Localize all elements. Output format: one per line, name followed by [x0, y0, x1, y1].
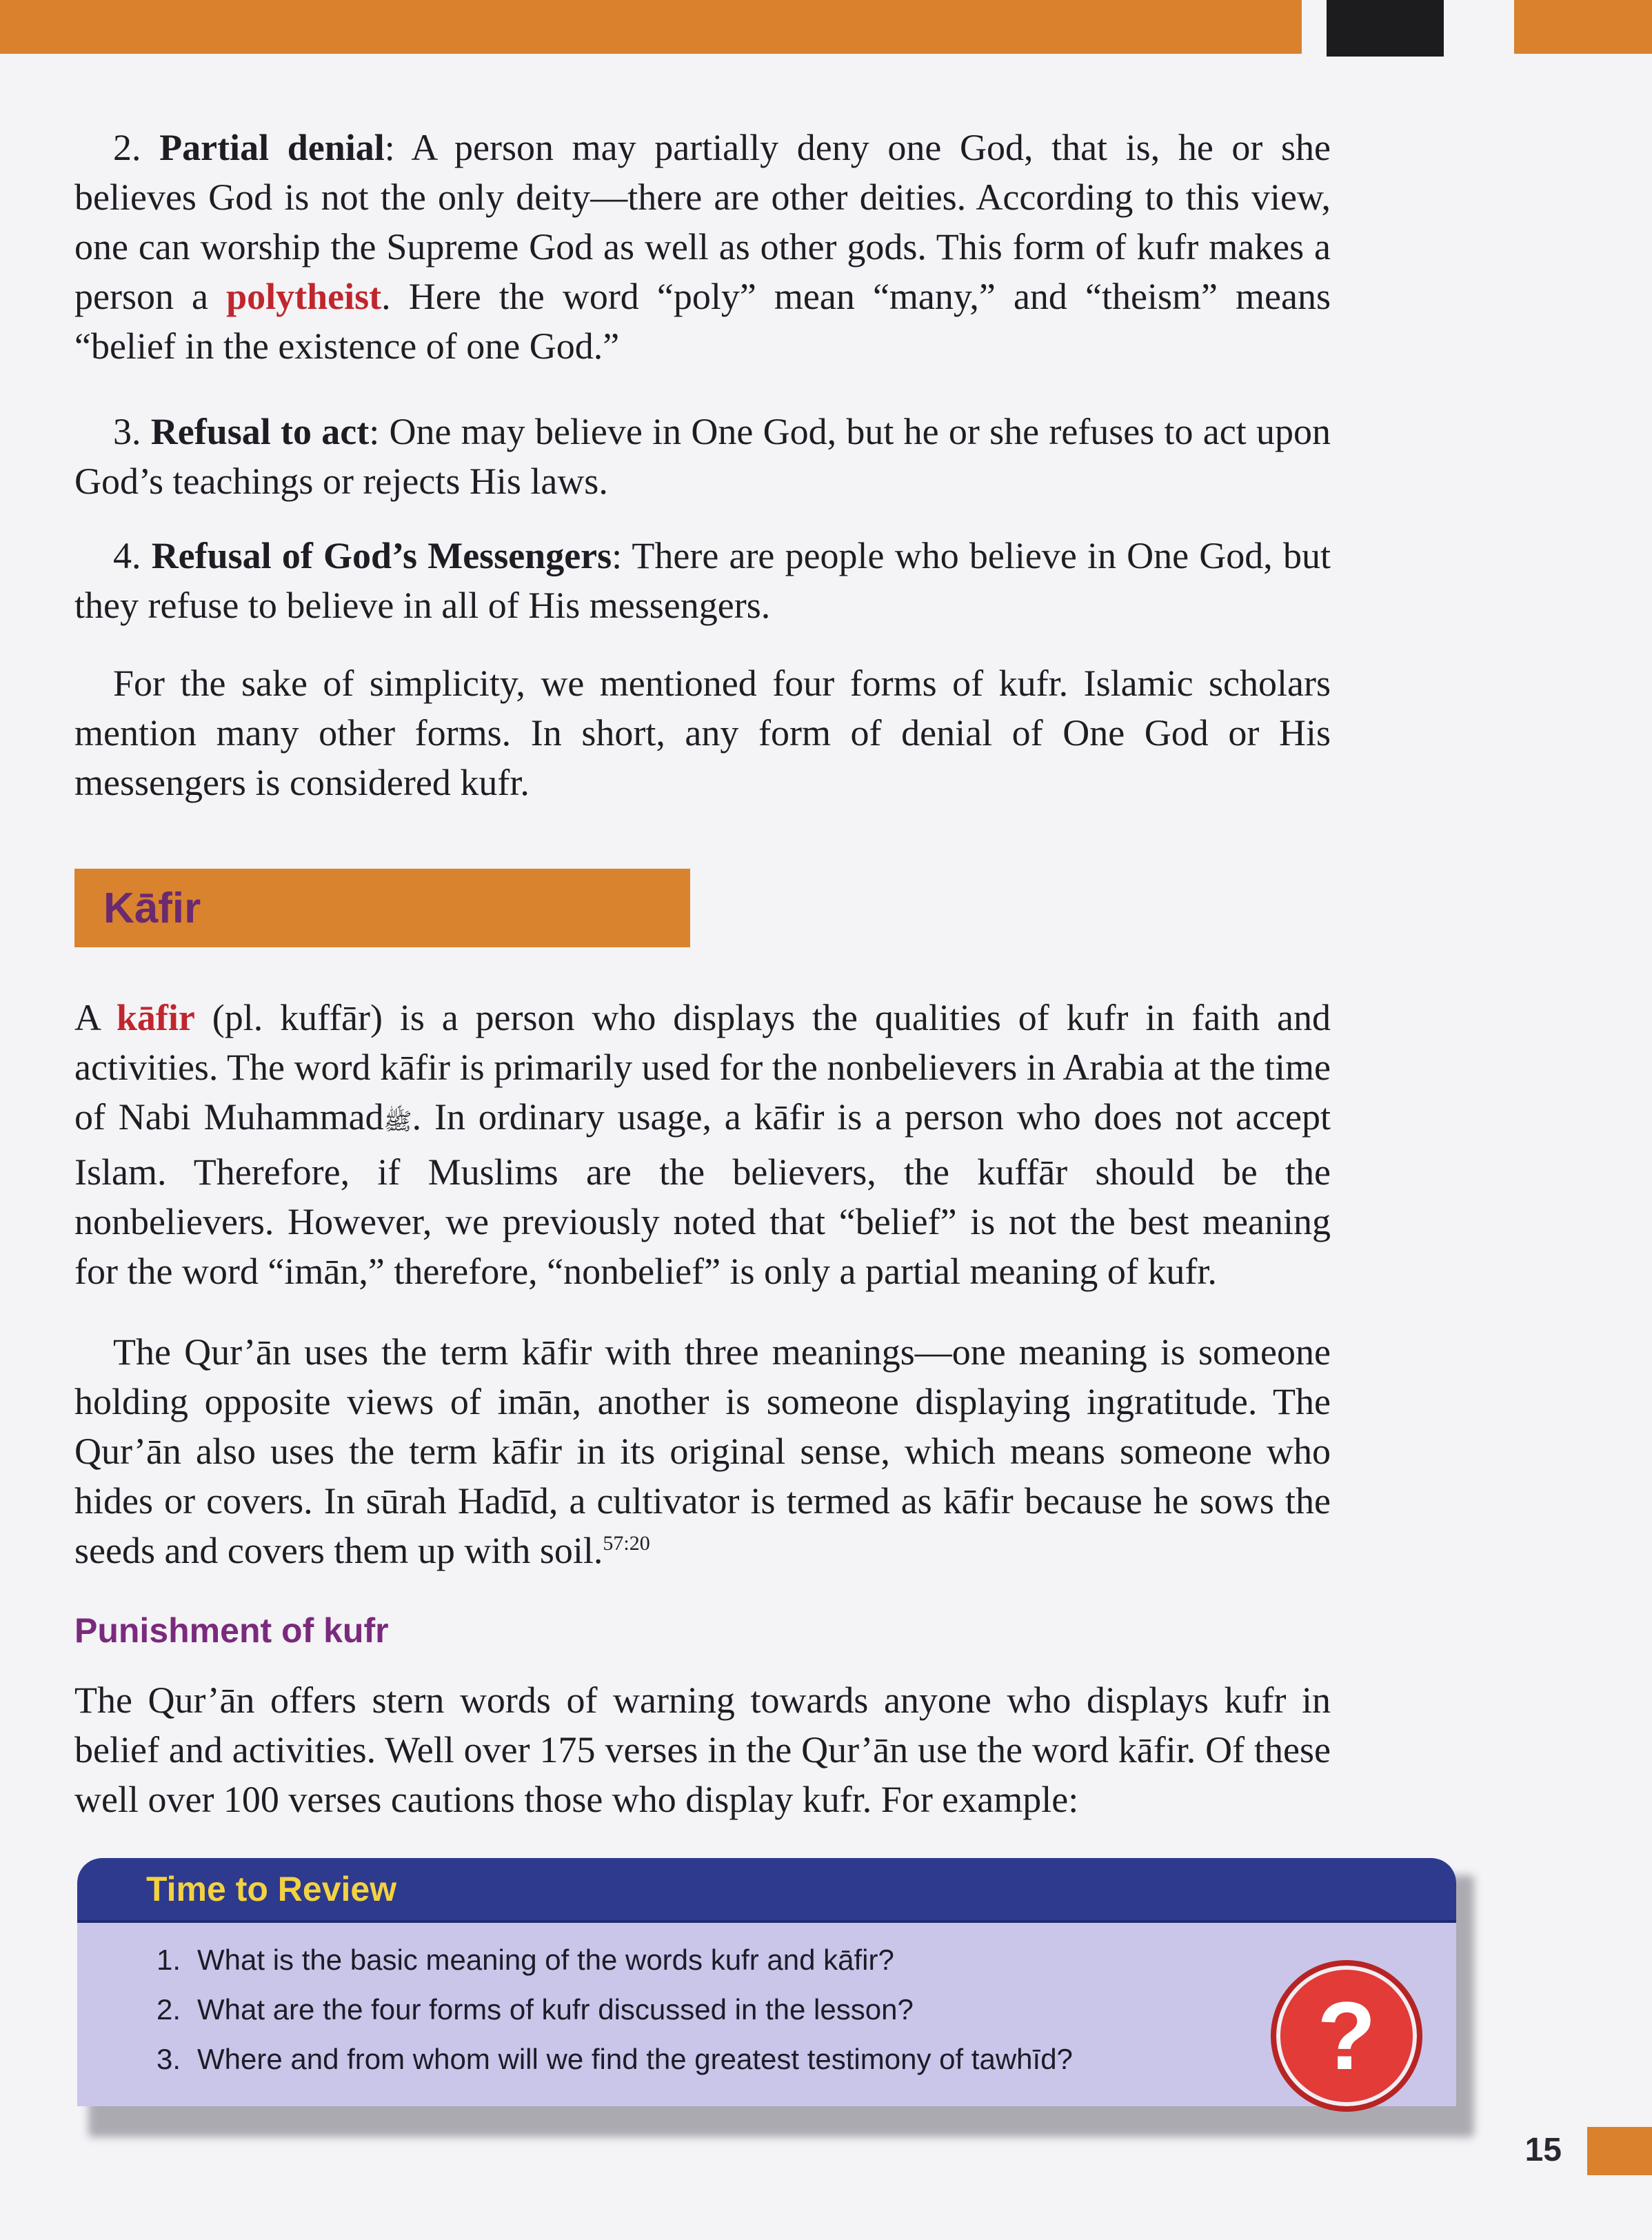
top-accent-bar	[0, 0, 1302, 54]
paragraph: The Qur’ān uses the term kāfir with three meanings—one meaning is someone holding opposite views of imān, another is someone displaying ingratitude. The Qur’ān also uses the term kāfir in its original sense, which means someone who hides or covers. In sūrah Hadīd, a cultivator is termed as kāfir because he sows the seeds and covers them up with soil.$^{57:20}$	[74, 1331, 1331, 1571]
form-partial-denial	[74, 123, 1331, 371]
top-accent-bar-right	[1514, 0, 1652, 54]
list-item: 1. What is the basic meaning of the words kufr and kāfir?	[156, 1944, 894, 1976]
subheading: Punishment of kufr	[74, 1611, 389, 1650]
form-refusal-of-messengers	[74, 531, 1331, 630]
summary-paragraph: For the sake of simplicity, we mentioned four forms of kufr. Islamic scholars mention many other forms. In short, any form of denial of One God or His messengers is considered kufr.	[74, 663, 1331, 803]
question-mark-icon: ?	[1271, 1960, 1422, 2112]
page-number: 15	[1524, 2132, 1562, 2168]
highlight-term: polytheist	[226, 276, 382, 317]
review-questions	[125, 1935, 1073, 2084]
review-title: Time to Review	[146, 1870, 397, 1908]
verse-reference: 57:20	[603, 1532, 650, 1555]
punishment-paragraph: The Qur’ān offers stern words of warning towards anyone who displays kufr in belief and activities. Well over 175 verses in the Qur’ān use the word kāfir. Of these well over 100 verses cautions those who display kufr. For example:	[74, 1679, 1331, 1820]
term: Refusal of God’s Messengers	[151, 535, 612, 576]
paragraph: 3. Refusal to act: One may believe in One God, but he or she refuses to act upon God’s teachings or rejects His laws.	[74, 411, 1331, 502]
kafir-meanings	[74, 1327, 1331, 1575]
list-item: 3. Where and from whom will we find the greatest testimony of tawhīd?	[156, 2043, 1073, 2075]
highlight-term: kāfir	[116, 997, 195, 1038]
term: Partial denial	[159, 127, 385, 168]
kafir-definition	[74, 993, 1331, 1296]
form-refusal-to-act	[74, 407, 1331, 506]
top-dark-tab	[1327, 0, 1444, 57]
paragraph: 4. Refusal of God’s Messengers: There are people who believe in One God, but they refuse to believe in all of His messengers.	[74, 535, 1331, 626]
section-title: Kāfir	[103, 885, 201, 932]
list-item: 2. What are the four forms of kufr discussed in the lesson?	[156, 1993, 914, 2026]
review-box	[77, 1858, 1456, 2106]
paragraph: A kāfir (pl. kuffār) is a person who displays the qualities of kufr in faith and activities. The word kāfir is primarily used for the nonbelievers in Arabia at the time of Nabi Muhammadﷺ. In ordinary usage, a kāfir is a person who does not accept Islam. Therefore, if Muslims are the believers, the kuffār should be the nonbelievers. However, we previously noted that “belief” is not the best meaning for the word “imān,” therefore, “nonbelief” is only a partial meaning of kufr.	[74, 997, 1331, 1292]
page-number-tab	[1587, 2127, 1652, 2175]
honorific-glyph: ﷺ	[383, 1109, 412, 1135]
term: Refusal to act	[150, 411, 370, 452]
paragraph: 2. Partial denial: A person may partially deny one God, that is, he or she believes God is not the only deity—there are other deities. According to this view, one can worship the Supreme God as well as other gods. This form of kufr makes a person a polytheist. Here the word “poly” mean “many,” and “theism” means “belief in the existence of one God.”	[74, 127, 1331, 367]
